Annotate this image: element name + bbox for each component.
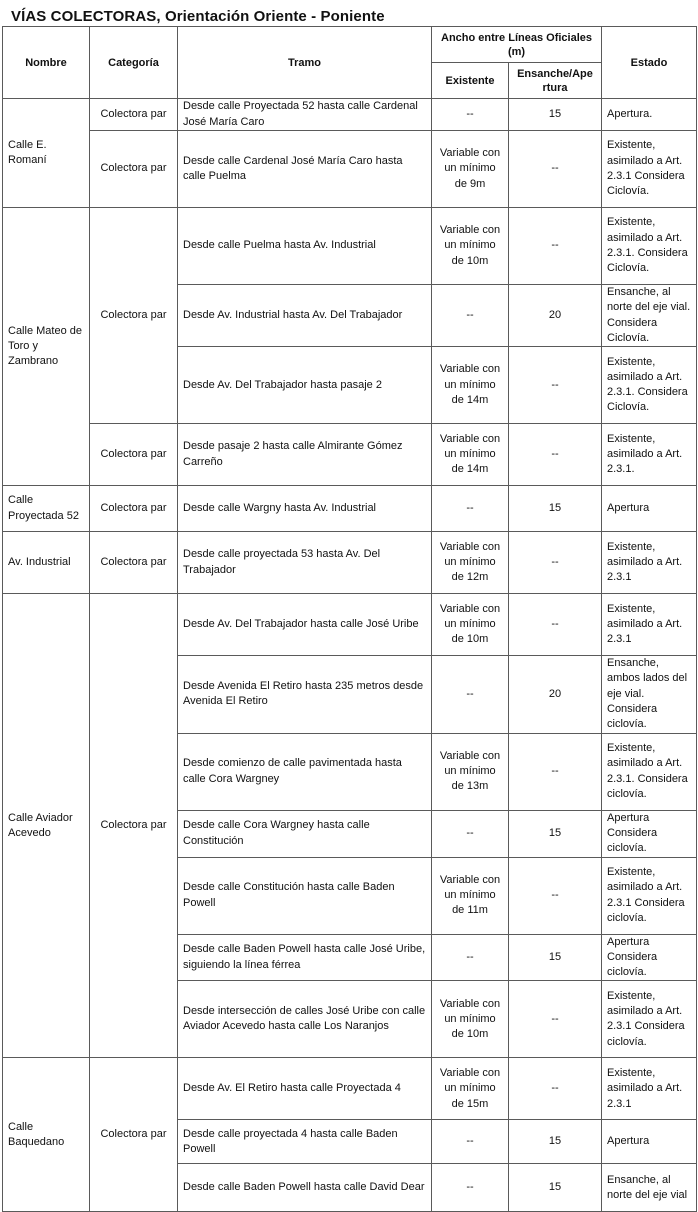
cell-estado: Ensanche, ambos lados del eje vial. Considera ciclovía. (602, 656, 697, 733)
header-estado: Estado (602, 27, 697, 99)
cell-existente: -- (432, 486, 509, 532)
cell-estado: Existente, asimilado a Art. 2.3.1 Considera ciclovía. (602, 981, 697, 1058)
cell-ensanche: -- (509, 857, 602, 934)
cell-existente: Variable con un mínimo de 13m (432, 733, 509, 810)
cell-existente: Variable con un mínimo de 10m (432, 981, 509, 1058)
header-categoria: Categoría (90, 27, 178, 99)
cell-estado: Existente, asimilado a Art. 2.3.1. Considera ciclovía. (602, 733, 697, 810)
cell-nombre: Calle Mateo de Toro y Zambrano (3, 208, 90, 486)
cell-estado: Existente, asimilado a Art. 2.3.1 (602, 594, 697, 656)
cell-estado: Apertura Considera ciclovía. (602, 810, 697, 857)
cell-ensanche: -- (509, 208, 602, 285)
cell-estado: Existente, asimilado a Art. 2.3.1. Considera Ciclovía. (602, 347, 697, 424)
cell-estado: Apertura. (602, 99, 697, 131)
cell-nombre: Calle Proyectada 52 (3, 486, 90, 532)
table-row (3, 594, 697, 656)
cell-nombre: Calle Aviador Acevedo (3, 594, 90, 1058)
cell-categoria: Colectora par (90, 1058, 178, 1212)
cell-tramo: Desde Av. Del Trabajador hasta calle José Uribe (178, 594, 432, 656)
cell-tramo: Desde Av. Del Trabajador hasta pasaje 2 (178, 347, 432, 424)
header-ancho: Ancho entre Líneas Oficiales (m) (432, 27, 602, 63)
cell-estado: Existente, asimilado a Art. 2.3.1. Considera Ciclovía. (602, 208, 697, 285)
cell-ensanche: 15 (509, 1120, 602, 1164)
header-nombre: Nombre (3, 27, 90, 99)
cell-estado: Apertura Considera ciclovía. (602, 934, 697, 981)
cell-tramo: Desde calle proyectada 53 hasta Av. Del Trabajador (178, 532, 432, 594)
cell-tramo: Desde calle proyectada 4 hasta calle Baden Powell (178, 1120, 432, 1164)
table-row (3, 99, 697, 131)
cell-ensanche: 15 (509, 486, 602, 532)
cell-tramo: Desde calle Cardenal José María Caro hasta calle Puelma (178, 131, 432, 208)
cell-ensanche: -- (509, 532, 602, 594)
cell-existente: -- (432, 99, 509, 131)
page-title: VÍAS COLECTORAS, Orientación Oriente - Poniente (11, 8, 385, 25)
table-row (3, 424, 697, 486)
cell-ensanche: 15 (509, 934, 602, 981)
cell-ensanche: -- (509, 981, 602, 1058)
cell-tramo: Desde calle Cora Wargney hasta calle Constitución (178, 810, 432, 857)
cell-categoria: Colectora par (90, 99, 178, 131)
cell-tramo: Desde calle Proyectada 52 hasta calle Cardenal José María Caro (178, 99, 432, 131)
cell-existente: Variable con un mínimo de 15m (432, 1058, 509, 1120)
table-row (3, 486, 697, 532)
cell-estado: Ensanche, al norte del eje vial (602, 1164, 697, 1212)
cell-ensanche: -- (509, 347, 602, 424)
cell-ensanche: 15 (509, 99, 602, 131)
cell-estado: Apertura (602, 1120, 697, 1164)
cell-existente: Variable con un mínimo de 9m (432, 131, 509, 208)
cell-existente: -- (432, 810, 509, 857)
cell-tramo: Desde comienzo de calle pavimentada hasta calle Cora Wargney (178, 733, 432, 810)
cell-ensanche: -- (509, 424, 602, 486)
table-row (3, 532, 697, 594)
cell-estado: Existente, asimilado a Art. 2.3.1 Considera ciclovía. (602, 857, 697, 934)
header-ensanche: Ensanche/Ape rtura (509, 63, 602, 99)
cell-ensanche: 20 (509, 285, 602, 347)
cell-ensanche: -- (509, 1058, 602, 1120)
cell-nombre: Calle E. Romaní (3, 99, 90, 208)
cell-nombre: Av. Industrial (3, 532, 90, 594)
cell-tramo: Desde calle Constitución hasta calle Baden Powell (178, 857, 432, 934)
cell-ensanche: -- (509, 131, 602, 208)
cell-tramo: Desde Av. Industrial hasta Av. Del Trabajador (178, 285, 432, 347)
cell-estado: Existente, asimilado a Art. 2.3.1 (602, 1058, 697, 1120)
table-row (3, 208, 697, 285)
cell-estado: Existente, asimilado a Art. 2.3.1 (602, 532, 697, 594)
cell-ensanche: 20 (509, 656, 602, 733)
cell-existente: Variable con un mínimo de 10m (432, 594, 509, 656)
cell-estado: Existente, asimilado a Art. 2.3.1. (602, 424, 697, 486)
cell-existente: -- (432, 1120, 509, 1164)
cell-nombre: Calle Baquedano (3, 1058, 90, 1212)
cell-existente: Variable con un mínimo de 12m (432, 532, 509, 594)
cell-ensanche: 15 (509, 1164, 602, 1212)
cell-tramo: Desde Avenida El Retiro hasta 235 metros desde Avenida El Retiro (178, 656, 432, 733)
cell-ensanche: -- (509, 733, 602, 810)
cell-categoria: Colectora par (90, 131, 178, 208)
header-tramo: Tramo (178, 27, 432, 99)
header-existente: Existente (432, 63, 509, 99)
cell-categoria: Colectora par (90, 594, 178, 1058)
cell-estado: Ensanche, al norte del eje vial. Considera Ciclovía. (602, 285, 697, 347)
cell-existente: Variable con un mínimo de 14m (432, 424, 509, 486)
cell-ensanche: 15 (509, 810, 602, 857)
cell-existente: Variable con un mínimo de 11m (432, 857, 509, 934)
cell-tramo: Desde calle Baden Powell hasta calle David Dear (178, 1164, 432, 1212)
cell-estado: Apertura (602, 486, 697, 532)
cell-existente: -- (432, 1164, 509, 1212)
cell-estado: Existente, asimilado a Art. 2.3.1 Considera Ciclovía. (602, 131, 697, 208)
cell-tramo: Desde calle Baden Powell hasta calle José Uribe, siguiendo la línea férrea (178, 934, 432, 981)
cell-ensanche: -- (509, 594, 602, 656)
cell-categoria: Colectora par (90, 532, 178, 594)
cell-categoria: Colectora par (90, 424, 178, 486)
cell-tramo: Desde calle Wargny hasta Av. Industrial (178, 486, 432, 532)
cell-tramo: Desde intersección de calles José Uribe con calle Aviador Acevedo hasta calle Los Naranjos (178, 981, 432, 1058)
cell-existente: -- (432, 656, 509, 733)
cell-categoria: Colectora par (90, 486, 178, 532)
cell-existente: Variable con un mínimo de 14m (432, 347, 509, 424)
colectoras-table (2, 26, 697, 1212)
cell-existente: Variable con un mínimo de 10m (432, 208, 509, 285)
cell-categoria: Colectora par (90, 208, 178, 424)
cell-tramo: Desde calle Puelma hasta Av. Industrial (178, 208, 432, 285)
cell-existente: -- (432, 285, 509, 347)
cell-tramo: Desde Av. El Retiro hasta calle Proyectada 4 (178, 1058, 432, 1120)
cell-tramo: Desde pasaje 2 hasta calle Almirante Gómez Carreño (178, 424, 432, 486)
table-row (3, 131, 697, 208)
table-row (3, 1058, 697, 1120)
cell-existente: -- (432, 934, 509, 981)
